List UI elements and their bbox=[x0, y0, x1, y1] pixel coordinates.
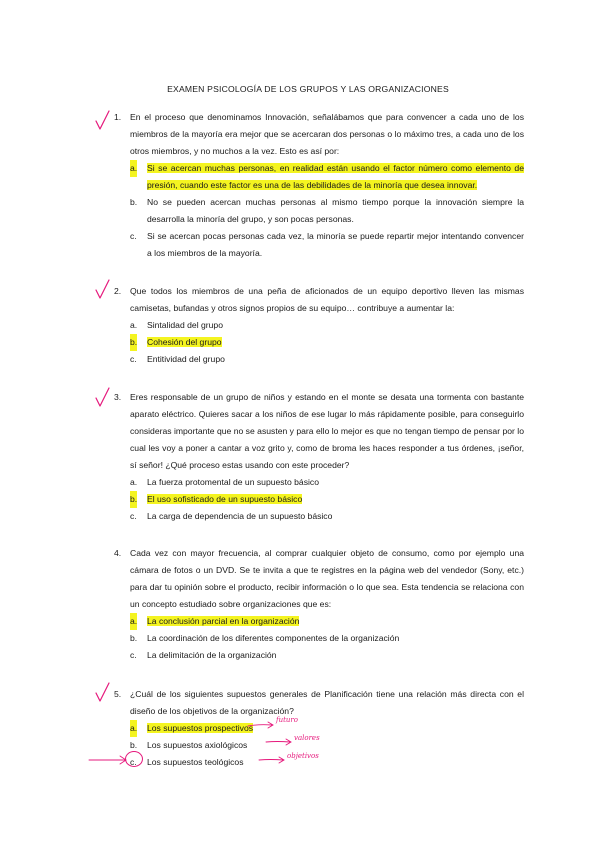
option-letter: b. bbox=[130, 740, 138, 750]
arrow-icon bbox=[265, 736, 293, 748]
option-text-highlighted: La conclusión parcial en la organización bbox=[147, 616, 300, 626]
question-5 bbox=[114, 686, 524, 771]
circle-mark-icon bbox=[124, 750, 144, 768]
checkmark-icon bbox=[94, 386, 112, 408]
handwritten-note: futuro bbox=[276, 716, 298, 724]
option-letter: b. bbox=[130, 633, 138, 643]
option-text: Entitividad del grupo bbox=[147, 354, 225, 364]
question-text: Cada vez con mayor frecuencia, al comprar cualquier objeto de consumo, como por ejemplo una cámara de fotos o un DVD. Se te invita a que te registres en la página web del vendedor (Sony, etc.) para dar tu opinión sobre el producto, recibir información o lo que sea. Esta tendencia se relaciona con un concepto estudiado sobre organizaciones que es: bbox=[130, 548, 524, 609]
option-letter: a. bbox=[130, 613, 137, 630]
question-stem bbox=[114, 109, 524, 160]
option-text: La delimitación de la organización bbox=[147, 650, 277, 660]
option-text-highlighted: Si se acercan muchas personas, en realidad están usando el factor número como elemento de presión, cuando este factor es una de las debilidades de la minoría que desea innovar. bbox=[147, 163, 524, 190]
question-text: Que todos los miembros de una peña de aficionados de un equipo deportivo lleven las mismas camisetas, bufandas y otros signos propios de su equipo… contribuye a aumentar la: bbox=[130, 286, 524, 313]
question-2 bbox=[114, 283, 524, 368]
option-b bbox=[114, 630, 524, 647]
question-number: 2. bbox=[114, 286, 122, 296]
handwritten-note: valores bbox=[294, 734, 320, 742]
option-c bbox=[114, 351, 524, 368]
option-letter: a. bbox=[130, 320, 138, 330]
option-letter: b. bbox=[130, 334, 137, 351]
checkmark-icon bbox=[94, 109, 112, 131]
option-c bbox=[114, 647, 524, 664]
option-letter: c. bbox=[130, 354, 137, 364]
option-letter: a. bbox=[130, 477, 138, 487]
question-number: 1. bbox=[114, 112, 122, 122]
option-b bbox=[114, 491, 524, 508]
arrow-icon bbox=[247, 719, 275, 731]
arrow-icon bbox=[258, 754, 286, 766]
checkmark-icon bbox=[94, 681, 112, 703]
option-text: Si se acercan pocas personas cada vez, la minoría se puede repartir mejor intentando convencer a los miembros de la mayoría. bbox=[147, 231, 524, 258]
option-c bbox=[114, 754, 524, 771]
question-text: Eres responsable de un grupo de niños y estando en el monte se desata una tormenta con bastante aparato eléctrico. Quieres sacar a los niños de ese lugar lo más rápidamente posible, para conseguirlo consideras importante que no se asusten y para ello lo mejor es que no tengan tiempo de pensar por lo cual les voy a poner a cantar a voz grito y, como de broma les haces responder a tus órdenes, ¡señor, sí señor! ¿Qué proceso estas usando con este proceder? bbox=[130, 392, 524, 470]
option-letter: c. bbox=[130, 511, 137, 521]
question-1 bbox=[114, 109, 524, 262]
question-stem bbox=[114, 389, 524, 474]
question-stem bbox=[114, 686, 524, 720]
question-text: ¿Cuál de los siguientes supuestos generales de Planificación tiene una relación más directa con el diseño de los objetivos de la organización? bbox=[130, 689, 524, 716]
option-letter: b. bbox=[130, 197, 138, 207]
option-text-highlighted: El uso sofisticado de un supuesto básico bbox=[147, 494, 303, 504]
checkmark-icon bbox=[94, 278, 112, 300]
option-text-highlighted: Cohesión del grupo bbox=[147, 337, 222, 347]
question-number: 4. bbox=[114, 548, 122, 558]
option-letter: c. bbox=[130, 231, 137, 241]
option-text-highlighted: Los supuestos prospectivos bbox=[147, 723, 254, 733]
option-letter: a. bbox=[130, 160, 137, 177]
handwritten-note: objetivos bbox=[287, 752, 319, 760]
question-stem bbox=[114, 545, 524, 613]
option-text: Sintalidad del grupo bbox=[147, 320, 223, 330]
option-letter: b. bbox=[130, 491, 137, 508]
option-b bbox=[114, 334, 524, 351]
question-number: 3. bbox=[114, 392, 122, 402]
option-text: La coordinación de los diferentes componentes de la organización bbox=[147, 633, 400, 643]
question-stem bbox=[114, 283, 524, 317]
option-a bbox=[114, 613, 524, 630]
question-3 bbox=[114, 389, 524, 525]
option-text: La fuerza protomental de un supuesto básico bbox=[147, 477, 319, 487]
option-text: La carga de dependencia de un supuesto básico bbox=[147, 511, 333, 521]
question-4 bbox=[114, 545, 524, 664]
option-letter: a. bbox=[130, 720, 137, 737]
option-c bbox=[114, 228, 524, 262]
option-text: No se pueden acercan muchas personas al mismo tiempo porque la innovación siempre la desarrolla la minoría del grupo, y son pocas personas. bbox=[147, 197, 524, 224]
arrow-icon bbox=[88, 754, 128, 766]
option-a bbox=[114, 317, 524, 334]
option-letter: c. bbox=[130, 757, 137, 767]
question-text: En el proceso que denominamos Innovación, señalábamos que para convencer a cada uno de los miembros de la mayoría era mejor que se acercaran dos personas o lo máximo tres, a cada uno de los otros miembros, y no muchos a la vez. Esto es así por: bbox=[130, 112, 524, 156]
option-text: Los supuestos teológicos bbox=[147, 757, 244, 767]
option-c bbox=[114, 508, 524, 525]
option-letter: c. bbox=[130, 650, 137, 660]
option-text: Los supuestos axiológicos bbox=[147, 740, 248, 750]
option-b bbox=[114, 194, 524, 228]
option-a bbox=[114, 160, 524, 194]
question-number: 5. bbox=[114, 689, 122, 699]
option-a bbox=[114, 474, 524, 491]
page-title: EXAMEN PSICOLOGÍA DE LOS GRUPOS Y LAS ORGANIZACIONES bbox=[167, 84, 449, 94]
